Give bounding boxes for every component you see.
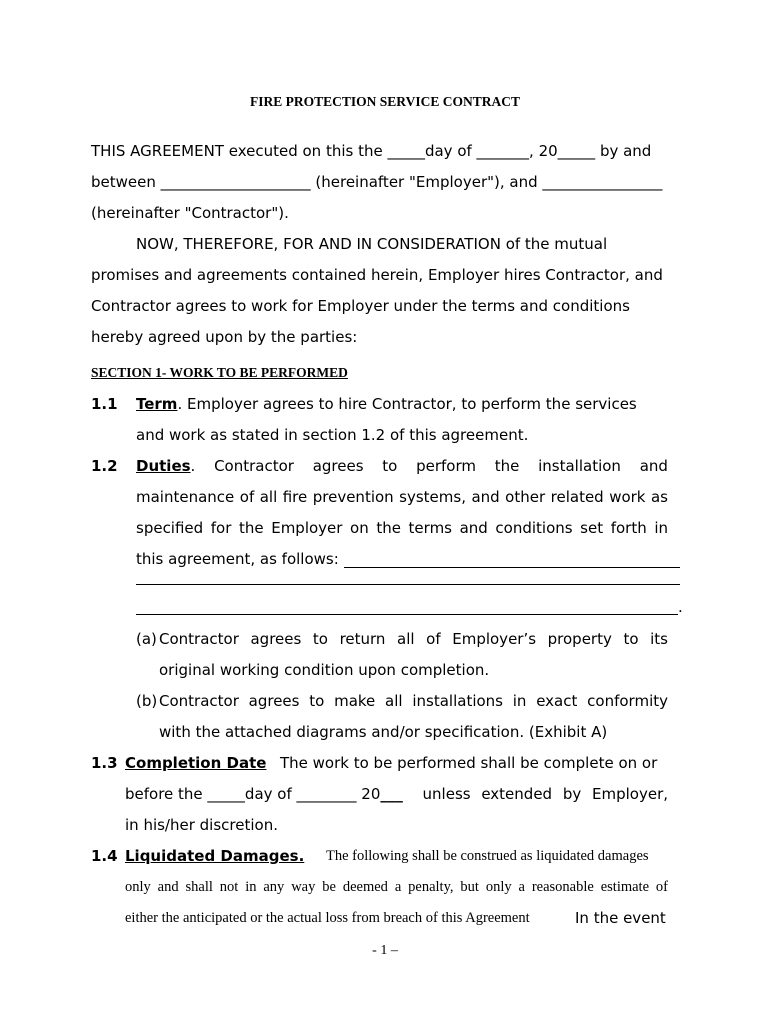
clause-1-3-term xyxy=(125,754,266,772)
consideration-line-2: promises and agreements contained herein, Employer hires Contractor, and xyxy=(91,266,663,284)
item-b-line-1: Contractor agrees to make all installations in exact conformity xyxy=(159,692,668,710)
page-number: - 1 – xyxy=(372,943,398,958)
clause-1-1-text: . Employer agrees to hire Contractor, to perform the services xyxy=(177,395,637,413)
clause-1-2-line-1 xyxy=(136,457,668,475)
consideration-line-4: hereby agreed upon by the parties: xyxy=(91,328,358,346)
clause-1-1-line-1 xyxy=(136,395,637,413)
clause-1-3-line-3: in his/her discretion. xyxy=(125,816,278,834)
intro-line-1: THIS AGREEMENT executed on this the _____day of _______, 20_____ by and xyxy=(91,142,652,160)
clause-1-2-number: 1.2 xyxy=(91,457,118,475)
clause-1-2-word: Contractor xyxy=(214,457,294,475)
clause-1-2-line-3: specified for the Employer on the terms and conditions set forth in xyxy=(136,519,668,537)
consideration-line-1: NOW, THEREFORE, FOR AND IN CONSIDERATION of the mutual xyxy=(136,235,608,253)
item-a-marker: (a) xyxy=(136,630,157,648)
clause-1-4-line-3-end: In the event xyxy=(575,909,666,927)
clause-1-3-date-text: before the _____day of ________ 20 xyxy=(125,785,381,803)
clause-1-3-line-2 xyxy=(125,785,668,803)
clause-1-3-number: 1.3 xyxy=(91,754,118,772)
clause-1-4-term-text: Liquidated Damages. xyxy=(125,847,305,865)
clause-1-1-line-2: and work as stated in section 1.2 of this agreement. xyxy=(136,426,529,444)
clause-1-2-line-4: this agreement, as follows: xyxy=(136,550,339,568)
blank-line xyxy=(136,614,678,615)
clause-1-2-word: to xyxy=(382,457,398,475)
clause-1-2-word: installation xyxy=(538,457,621,475)
clause-1-3-line-1: The work to be performed shall be complete on or xyxy=(280,754,658,772)
intro-line-3: (hereinafter "Contractor"). xyxy=(91,204,289,222)
clause-1-4-number: 1.4 xyxy=(91,847,118,865)
blank-line xyxy=(136,584,680,585)
clause-1-2-word: perform xyxy=(416,457,476,475)
clause-1-2-term: Duties xyxy=(136,457,191,475)
year-blank: ___ xyxy=(380,785,403,803)
item-a-line-1: Contractor agrees to return all of Employer’s property to its xyxy=(159,630,668,648)
clause-1-4-line-1: The following shall be construed as liquidated damages xyxy=(326,848,649,864)
consideration-line-3: Contractor agrees to work for Employer under the terms and conditions xyxy=(91,297,630,315)
intro-line-2: between ____________________ (hereinafter "Employer"), and ________________ xyxy=(91,173,663,191)
clause-1-1-term: Term xyxy=(136,395,178,413)
item-b-line-2: with the attached diagrams and/or specification. (Exhibit A) xyxy=(159,723,608,741)
clause-1-1-number: 1.1 xyxy=(91,395,118,413)
clause-1-4-line-2: only and shall not in any way be deemed a penalty, but only a reasonable estimate of xyxy=(125,879,668,895)
blank-line-period: . xyxy=(678,598,683,616)
contract-title: FIRE PROTECTION SERVICE CONTRACT xyxy=(250,94,520,109)
clause-1-4-line-3: either the anticipated or the actual loss from breach of this Agreement xyxy=(125,910,530,926)
clause-1-2-word: and xyxy=(639,457,668,475)
item-b-marker: (b) xyxy=(136,692,158,710)
clause-1-2-word: agrees xyxy=(312,457,364,475)
clause-1-4-term xyxy=(125,847,304,865)
clause-1-2-word: the xyxy=(494,457,520,475)
clause-1-3-term-text: Completion Date xyxy=(125,754,267,772)
blank-line xyxy=(344,567,680,568)
clause-1-3-extension-text: unless extended by Employer, xyxy=(422,785,668,803)
section-1-heading: SECTION 1- WORK TO BE PERFORMED xyxy=(91,365,348,380)
clause-1-2-word: . xyxy=(190,457,196,475)
clause-1-2-line-2: maintenance of all fire prevention systems, and other related work as xyxy=(136,488,668,506)
item-a-line-2: original working condition upon completion. xyxy=(159,661,490,679)
